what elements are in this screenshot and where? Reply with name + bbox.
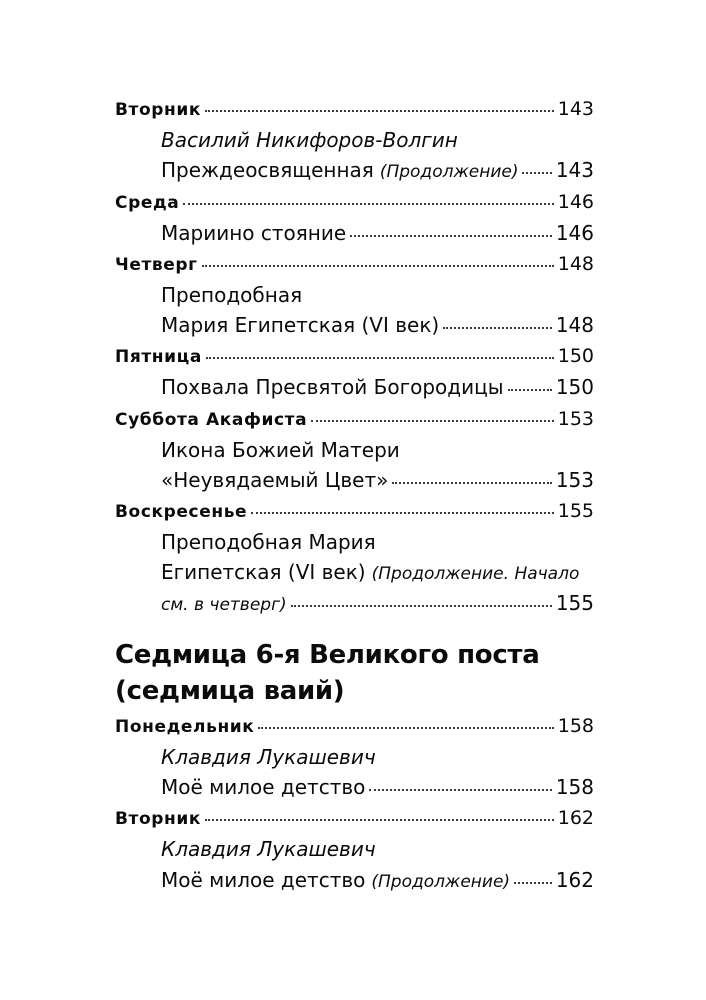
- page-number: 143: [555, 158, 594, 182]
- entry-note: (Продолжение): [371, 872, 511, 892]
- day-title: Среда: [115, 193, 180, 213]
- page-number: 148: [555, 313, 594, 337]
- entry-note: см. в четверг): [161, 595, 287, 615]
- toc-entry-title: [161, 283, 594, 307]
- page-number: 148: [557, 253, 594, 275]
- entry-title: Египетская (VI век): [161, 560, 366, 584]
- toc-author: [161, 745, 594, 769]
- day-title: Четверг: [115, 255, 198, 275]
- entry-title: «Неувядаемый Цвет»: [161, 468, 389, 492]
- toc-entry-title[interactable]: [161, 868, 594, 892]
- page-number: 150: [557, 345, 594, 367]
- entry-title: Мариино стояние: [161, 221, 347, 245]
- dot-leader: [392, 482, 551, 484]
- day-title: Пятница: [115, 347, 202, 367]
- dot-leader: [522, 172, 551, 174]
- toc-author: [161, 837, 594, 861]
- dot-leader: [251, 512, 554, 514]
- page-number: 146: [557, 191, 594, 213]
- dot-leader: [443, 327, 552, 329]
- author-name: Василий Никифоров-Волгин: [161, 128, 458, 152]
- entry-title: Мария Египетская (VI век): [161, 313, 440, 337]
- dot-leader: [202, 265, 554, 267]
- author-name: Клавдия Лукашевич: [161, 745, 376, 769]
- toc-entry-day[interactable]: [115, 98, 594, 120]
- toc-entry-title[interactable]: [161, 468, 594, 492]
- page-number: 155: [557, 500, 594, 522]
- toc-entry-title[interactable]: [161, 158, 594, 182]
- dot-leader: [311, 420, 554, 422]
- day-title: Вторник: [115, 809, 202, 829]
- entry-title: Моё милое детство: [161, 775, 366, 799]
- entry-note: (Продолжение. Начало: [371, 564, 580, 584]
- entry-title: Моё милое детство: [161, 868, 366, 892]
- dot-leader: [291, 605, 552, 607]
- toc-entry-day[interactable]: [115, 500, 594, 522]
- page-number: 155: [555, 591, 594, 615]
- dot-leader: [205, 110, 554, 112]
- dot-leader: [508, 389, 552, 391]
- page-number: 150: [555, 375, 594, 399]
- page-number: 158: [557, 715, 594, 737]
- page-number: 143: [557, 98, 594, 120]
- entry-title: Преподобная: [161, 283, 303, 307]
- page-number: 153: [557, 408, 594, 430]
- toc-entry-title[interactable]: [161, 591, 594, 615]
- page-number: 162: [557, 807, 594, 829]
- page-number: 162: [555, 868, 594, 892]
- toc-entry-title[interactable]: [161, 221, 594, 245]
- day-title: Суббота Акафиста: [115, 410, 308, 430]
- toc-entry-title[interactable]: [161, 775, 594, 799]
- toc-entry-day[interactable]: [115, 253, 594, 275]
- toc-entry-title[interactable]: [161, 375, 594, 399]
- dot-leader: [206, 357, 554, 359]
- entry-title: Похвала Пресвятой Богородицы: [161, 375, 504, 399]
- toc-entry-title[interactable]: [161, 313, 594, 337]
- entry-note: (Продолжение): [379, 162, 519, 182]
- toc-entry-day[interactable]: [115, 191, 594, 213]
- day-title: Воскресенье: [115, 502, 248, 522]
- day-title: Понедельник: [115, 717, 255, 737]
- toc-entry-day[interactable]: [115, 345, 594, 367]
- author-name: Клавдия Лукашевич: [161, 837, 376, 861]
- section-heading-line1: Седмица 6-я Великого поста: [115, 640, 540, 670]
- page-number: 153: [555, 468, 594, 492]
- day-title: Вторник: [115, 100, 202, 120]
- dot-leader: [350, 235, 552, 237]
- dot-leader: [183, 203, 553, 205]
- page-number: 146: [555, 221, 594, 245]
- toc-entry-day[interactable]: [115, 807, 594, 829]
- dot-leader: [369, 789, 551, 791]
- entry-title: Преждеосвященная: [161, 158, 374, 182]
- toc-entry-title: [161, 530, 594, 554]
- entry-title: Икона Божией Матери: [161, 438, 400, 462]
- toc-author: [161, 128, 594, 152]
- toc-entry-day[interactable]: [115, 715, 594, 737]
- toc-entry-day[interactable]: [115, 408, 594, 430]
- entry-title: Преподобная Мария: [161, 530, 376, 554]
- dot-leader: [514, 882, 552, 884]
- page-number: 158: [555, 775, 594, 799]
- toc-entry-title: [161, 438, 594, 462]
- dot-leader: [205, 819, 554, 821]
- dot-leader: [258, 727, 553, 729]
- toc-entry-title: [161, 560, 594, 584]
- section-heading-line2: (седмица ваий): [115, 676, 345, 706]
